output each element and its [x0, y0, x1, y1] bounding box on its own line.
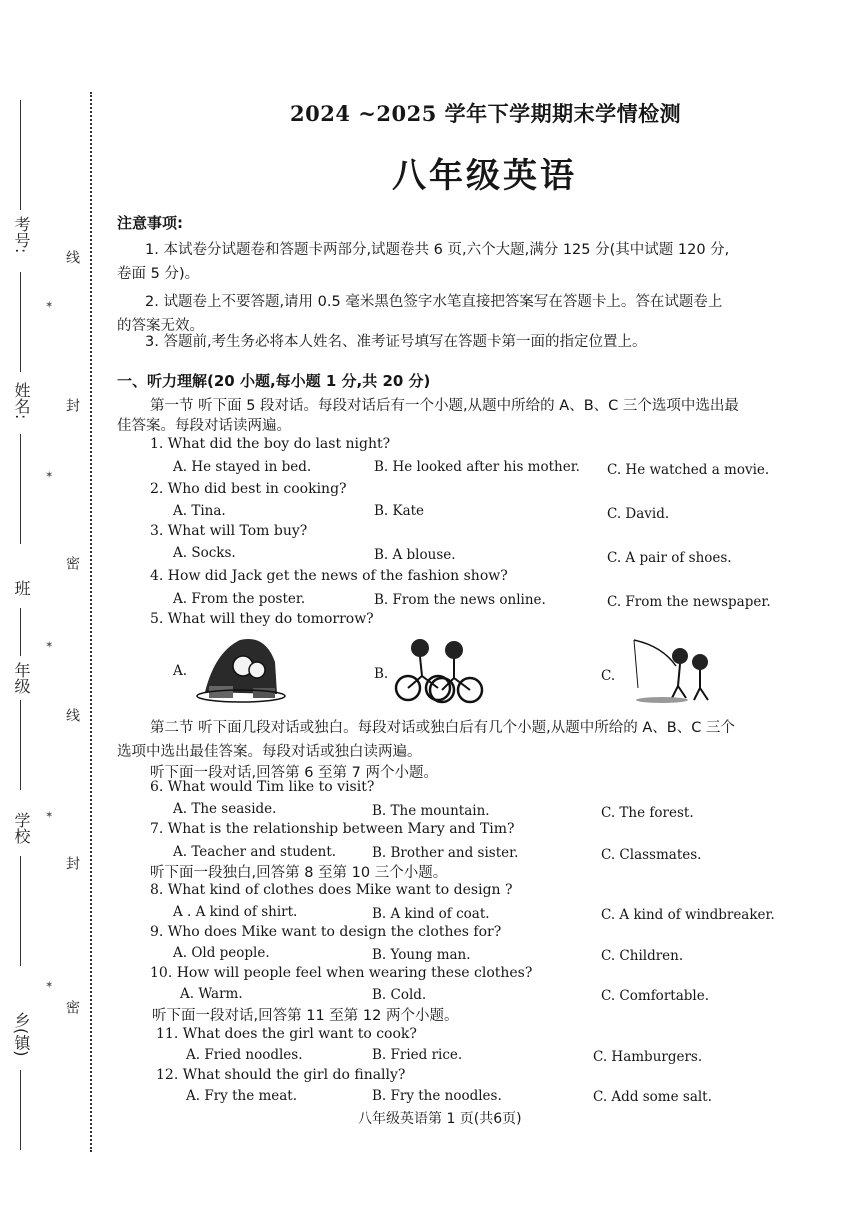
q7-option-a: A. Teacher and student.: [173, 844, 337, 860]
notice-line-1b: 卷面 5 分)。: [117, 266, 200, 282]
margin-star: ✶: [45, 300, 54, 311]
question-1: 1. What did the boy do last night?: [150, 436, 391, 452]
section2-instruction-2: 选项中选出最佳答案。每段对话或独白读两遍。: [117, 744, 422, 760]
q6-option-a: A. The seaside.: [173, 801, 277, 817]
page-footer: 八年级英语第 1 页(共6页): [358, 1111, 522, 1127]
q8-option-c: C. A kind of windbreaker.: [601, 907, 775, 923]
township-label: 乡(镇): [12, 1012, 31, 1057]
q5-option-c: C.: [601, 668, 616, 684]
monologue-intro-8-10: 听下面一段独白,回答第 8 至第 10 三个小题。: [150, 865, 448, 881]
class-line: [20, 608, 21, 656]
q1-option-a: A. He stayed in bed.: [173, 459, 312, 475]
cut-mark-4: 线: [64, 708, 80, 722]
q11-option-c: C. Hamburgers.: [593, 1049, 703, 1065]
margin-star: ✶: [45, 640, 54, 651]
q1-option-b: B. He looked after his mother.: [374, 459, 580, 475]
subject-title: 八年级英语: [392, 156, 577, 196]
notice-line-3: 3. 答题前,考生务必将本人姓名、准考证号填写在答题卡第一面的指定位置上。: [145, 334, 647, 350]
q3-option-c: C. A pair of shoes.: [607, 550, 732, 566]
q10-option-b: B. Cold.: [372, 987, 427, 1003]
exam-number-line: [20, 100, 21, 210]
notice-line-2: 2. 试题卷上不要答题,请用 0.5 毫米黑色签字水笔直接把答案写在答题卡上。答在试题卷上: [145, 294, 723, 310]
exam-title: 2024 ~2025 学年下学期期末学情检测: [290, 101, 682, 126]
q12-option-b: B. Fry the noodles.: [372, 1088, 502, 1104]
section1-instruction-2: 佳答案。每段对话读两遍。: [117, 418, 291, 434]
dialogue-intro-11-12: 听下面一段对话,回答第 11 至第 12 两个小题。: [152, 1008, 459, 1024]
name-label: 姓名:: [12, 382, 31, 420]
section2-instruction-1: 第二节 听下面几段对话或独白。每段对话或独白后有几个小题,从题中所给的 A、B、C 三个: [150, 720, 735, 736]
dialogue-intro-6-7: 听下面一段对话,回答第 6 至第 7 两个小题。: [150, 765, 438, 781]
exam-number-line-2: [20, 272, 21, 372]
name-line: [20, 434, 21, 544]
q9-option-b: B. Young man.: [372, 947, 471, 963]
q2-option-b: B. Kate: [374, 503, 425, 519]
q3-option-a: A. Socks.: [173, 545, 236, 561]
grade-label: 年级: [12, 662, 31, 694]
q11-option-b: B. Fried rice.: [372, 1047, 463, 1063]
section1-instruction-1: 第一节 听下面 5 段对话。每段对话后有一个小题,从题中所给的 A、B、C 三个选项中选出最: [150, 398, 739, 414]
q12-option-c: C. Add some salt.: [593, 1089, 712, 1105]
question-8: 8. What kind of clothes does Mike want to design ?: [150, 882, 513, 898]
q8-option-a: A . A kind of shirt.: [173, 904, 298, 920]
picnic-image: [195, 632, 290, 704]
q1-option-c: C. He watched a movie.: [607, 462, 770, 478]
fishing-image: [632, 636, 718, 704]
margin-star: ✶: [45, 980, 54, 991]
question-6: 6. What would Tim like to visit?: [150, 779, 375, 795]
q7-option-b: B. Brother and sister.: [372, 845, 519, 861]
q9-option-a: A. Old people.: [173, 945, 270, 961]
q8-option-b: B. A kind of coat.: [372, 906, 490, 922]
township-line: [20, 1070, 21, 1150]
grade-line: [20, 700, 21, 790]
margin-star: ✶: [45, 470, 54, 481]
q4-option-a: A. From the poster.: [173, 591, 306, 607]
q10-option-a: A. Warm.: [180, 986, 243, 1002]
exam-number-label: 考号:: [12, 216, 31, 254]
q12-option-a: A. Fry the meat.: [186, 1088, 298, 1104]
question-5: 5. What will they do tomorrow?: [150, 611, 374, 627]
cut-mark-5: 封: [64, 856, 80, 870]
q10-option-c: C. Comfortable.: [601, 988, 709, 1004]
school-label: 学校: [12, 812, 31, 844]
school-line: [20, 856, 21, 966]
q2-option-c: C. David.: [607, 506, 670, 522]
question-3: 3. What will Tom buy?: [150, 523, 308, 539]
q4-option-b: B. From the news online.: [374, 592, 546, 608]
class-label: 班: [12, 580, 31, 596]
q3-option-b: B. A blouse.: [374, 547, 456, 563]
q5-option-b: B.: [374, 666, 389, 682]
question-12: 12. What should the girl do finally?: [156, 1067, 406, 1083]
question-7: 7. What is the relationship between Mary and Tim?: [150, 821, 515, 837]
q11-option-a: A. Fried noodles.: [186, 1047, 303, 1063]
q6-option-c: C. The forest.: [601, 805, 694, 821]
question-9: 9. Who does Mike want to design the clothes for?: [150, 924, 502, 940]
cut-mark-1: 线: [64, 250, 80, 264]
q9-option-c: C. Children.: [601, 948, 684, 964]
margin-star: ✶: [45, 810, 54, 821]
notice-heading: 注意事项:: [117, 214, 183, 232]
q5-option-a: A.: [173, 663, 188, 679]
question-10: 10. How will people feel when wearing these clothes?: [150, 965, 533, 981]
cut-mark-6: 密: [64, 1000, 80, 1014]
part1-heading: 一、听力理解(20 小题,每小题 1 分,共 20 分): [117, 372, 431, 390]
binding-dotted-line: [90, 92, 92, 1152]
q7-option-c: C. Classmates.: [601, 847, 702, 863]
cycling-image: [392, 632, 484, 704]
cut-mark-3: 密: [64, 556, 80, 570]
question-4: 4. How did Jack get the news of the fashion show?: [150, 568, 508, 584]
question-2: 2. Who did best in cooking?: [150, 481, 347, 497]
q2-option-a: A. Tina.: [173, 503, 226, 519]
notice-line-2b: 的答案无效。: [117, 318, 204, 334]
cut-mark-2: 封: [64, 398, 80, 412]
q4-option-c: C. From the newspaper.: [607, 594, 771, 610]
q6-option-b: B. The mountain.: [372, 803, 490, 819]
question-11: 11. What does the girl want to cook?: [156, 1026, 417, 1042]
notice-line-1: 1. 本试卷分试题卷和答题卡两部分,试题卷共 6 页,六个大题,满分 125 分(其中试题 120 分,: [145, 242, 730, 258]
